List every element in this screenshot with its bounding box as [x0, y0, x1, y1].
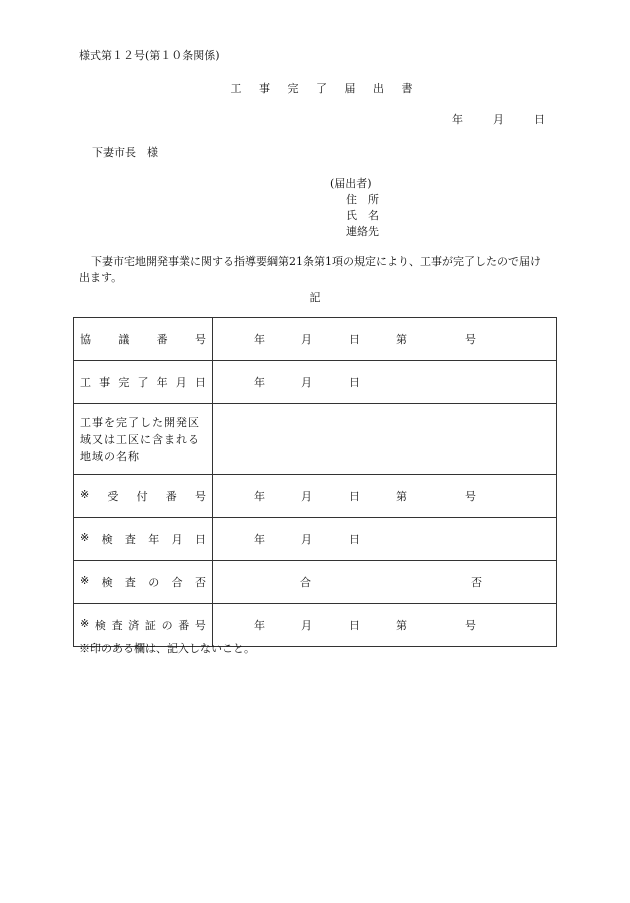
- row-value[interactable]: [213, 318, 557, 361]
- row-label: ※ 受 付 番 号: [74, 475, 213, 518]
- value-day: 日: [349, 619, 360, 632]
- row-label: 工 事 完 了 年 月 日: [74, 361, 213, 404]
- value-year: 年: [254, 376, 265, 389]
- value-year: 年: [254, 533, 265, 546]
- value-dai: 第: [396, 490, 407, 503]
- table-row-receipt-number: [74, 475, 557, 518]
- value-day: 日: [349, 533, 360, 546]
- value-year: 年: [254, 333, 265, 346]
- form-table: [73, 317, 557, 647]
- value-go: 号: [465, 619, 476, 632]
- row-label: 工事を完了した開発区域又は工区に含まれる地域の名称: [74, 404, 213, 475]
- value-month: 月: [301, 490, 312, 503]
- date-year: 年: [452, 113, 463, 126]
- value-month: 月: [301, 333, 312, 346]
- applicant-header: (届出者): [330, 177, 372, 190]
- row-label: [74, 318, 213, 361]
- label-char: 協: [80, 333, 91, 346]
- date-line: [452, 111, 545, 127]
- value-month: 月: [301, 533, 312, 546]
- row-label: ※ 検 査 済 証 の 番 号: [74, 604, 213, 647]
- applicant-name-label: 氏 名: [346, 209, 379, 222]
- applicant-contact-label: 連絡先: [346, 225, 379, 238]
- date-month: 月: [493, 113, 504, 126]
- value-day: 日: [349, 333, 360, 346]
- applicant-block: [330, 176, 379, 240]
- document-title: 工 事 完 了 届 出 書: [230, 82, 420, 95]
- form-number: 様式第１２号(第１０条関係): [79, 49, 220, 62]
- body-text: 下妻市宅地開発事業に関する指導要綱第21条第1項の規定により、工事が完了したので届け出ます。: [79, 255, 541, 284]
- row-value[interactable]: [213, 561, 557, 604]
- value-go: 号: [465, 490, 476, 503]
- note-header: 記: [309, 291, 321, 304]
- value-month: 月: [301, 376, 312, 389]
- value-pass: 合: [300, 576, 311, 589]
- row-label: ※ 検 査 年 月 日: [74, 518, 213, 561]
- date-day: 日: [534, 113, 545, 126]
- value-fail: 否: [471, 576, 482, 589]
- table-row-inspection-date: [74, 518, 557, 561]
- value-day: 日: [349, 490, 360, 503]
- value-year: 年: [254, 490, 265, 503]
- table-row-completion-date: [74, 361, 557, 404]
- value-day: 日: [349, 376, 360, 389]
- row-label: ※ 検 査 の 合 否: [74, 561, 213, 604]
- value-go: 号: [465, 333, 476, 346]
- row-value[interactable]: [213, 361, 557, 404]
- row-value[interactable]: [213, 404, 557, 475]
- table-row-inspection-result: [74, 561, 557, 604]
- value-dai: 第: [396, 619, 407, 632]
- applicant-address-label: 住 所: [346, 193, 379, 206]
- addressee: 下妻市長 様: [92, 146, 158, 159]
- table-row-area-name: [74, 404, 557, 475]
- label-char: 議: [118, 333, 130, 346]
- row-value[interactable]: [213, 518, 557, 561]
- value-year: 年: [254, 619, 265, 632]
- row-value[interactable]: [213, 604, 557, 647]
- row-value[interactable]: [213, 475, 557, 518]
- label-char: 号: [194, 333, 206, 346]
- table-row-agreement-number: [74, 318, 557, 361]
- footnote: ※印のある欄は、記入しないこと。: [79, 642, 255, 655]
- value-month: 月: [301, 619, 312, 632]
- value-dai: 第: [396, 333, 407, 346]
- label-char: 番: [156, 333, 168, 346]
